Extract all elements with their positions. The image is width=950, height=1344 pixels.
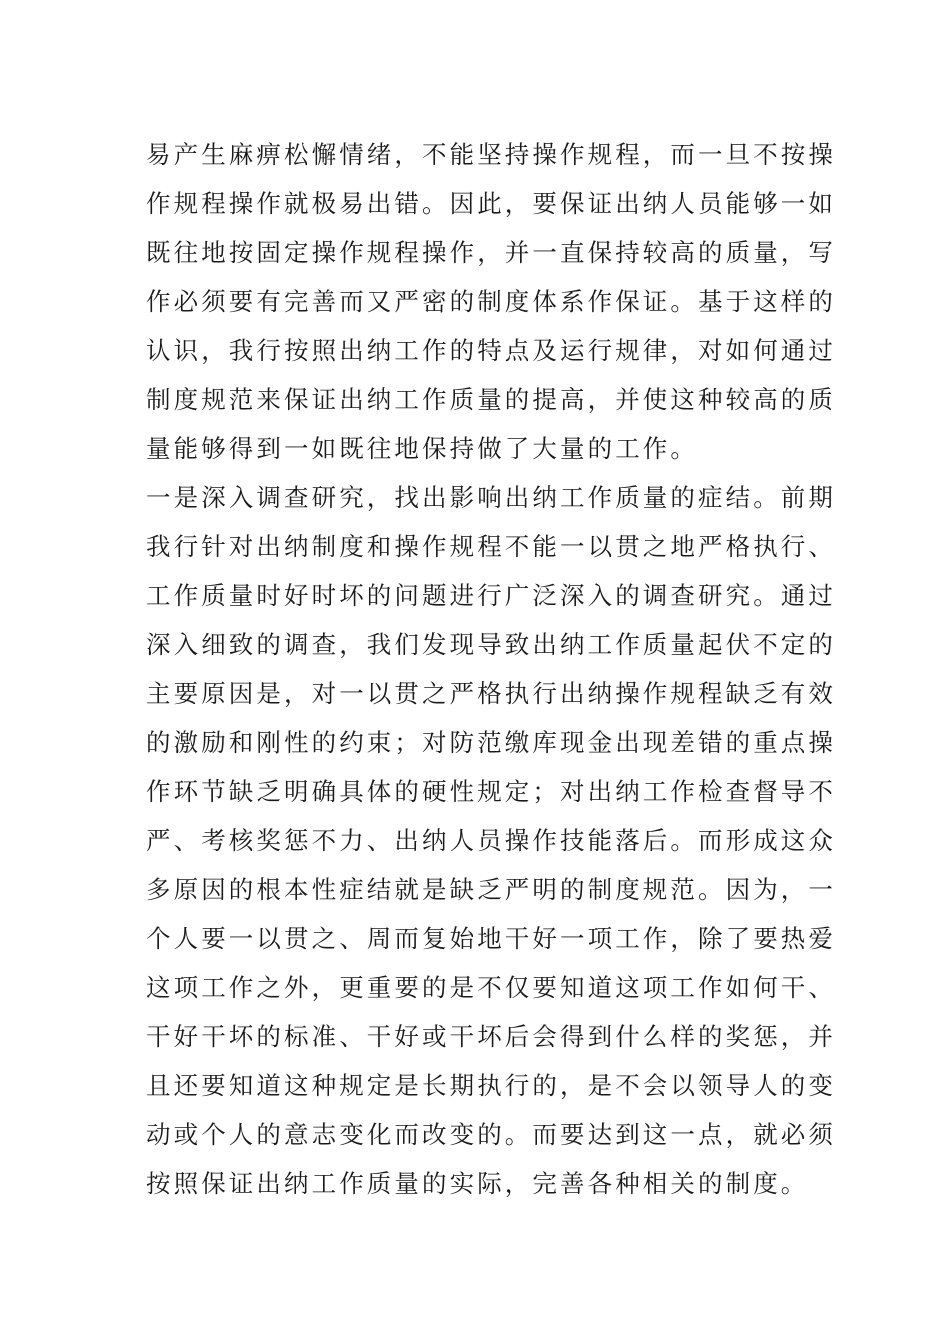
text-line: 个人要一以贯之、周而复始地干好一项工作，除了要热爱 bbox=[146, 924, 836, 953]
text-line: 干好干坏的标准、干好或干坏后会得到什么样的奖惩，并 bbox=[146, 1022, 836, 1051]
document-body bbox=[146, 130, 836, 1208]
text-line: 作必须要有完善而又严密的制度体系作保证。基于这样的 bbox=[146, 287, 836, 316]
text-line: 这项工作之外，更重要的是不仅要知道这项工作如何干、 bbox=[146, 973, 836, 1002]
text-line: 严、考核奖惩不力、出纳人员操作技能落后。而形成这众 bbox=[146, 826, 836, 855]
text-line: 易产生麻痹松懈情绪，不能坚持操作规程，而一旦不按操 bbox=[146, 140, 836, 169]
paragraph-1 bbox=[146, 130, 836, 473]
text-line: 制度规范来保证出纳工作质量的提高，并使这种较高的质 bbox=[146, 385, 836, 414]
text-line: 工作质量时好时坏的问题进行广泛深入的调查研究。通过 bbox=[146, 581, 836, 610]
paragraph-2 bbox=[146, 473, 836, 1208]
text-line: 的激励和刚性的约束；对防范缴库现金出现差错的重点操 bbox=[146, 728, 836, 757]
text-line: 按照保证出纳工作质量的实际，完善各种相关的制度。 bbox=[146, 1169, 809, 1198]
text-line: 量能够得到一如既往地保持做了大量的工作。 bbox=[146, 434, 698, 463]
text-line: 既往地按固定操作规程操作，并一直保持较高的质量，写 bbox=[146, 238, 836, 267]
text-line: 动或个人的意志变化而改变的。而要达到这一点，就必须 bbox=[146, 1120, 836, 1149]
text-line: 且还要知道这种规定是长期执行的，是不会以领导人的变 bbox=[146, 1071, 836, 1100]
text-line: 作规程操作就极易出错。因此，要保证出纳人员能够一如 bbox=[146, 189, 836, 218]
text-line: 深入细致的调查，我们发现导致出纳工作质量起伏不定的 bbox=[146, 630, 836, 659]
text-line: 作环节缺乏明确具体的硬性规定；对出纳工作检查督导不 bbox=[146, 777, 836, 806]
text-line: 主要原因是，对一以贯之严格执行出纳操作规程缺乏有效 bbox=[146, 679, 836, 708]
text-line: 一是深入调查研究，找出影响出纳工作质量的症结。前期 bbox=[146, 483, 836, 512]
text-line: 认识，我行按照出纳工作的特点及运行规律，对如何通过 bbox=[146, 336, 836, 365]
text-line: 多原因的根本性症结就是缺乏严明的制度规范。因为，一 bbox=[146, 875, 836, 904]
text-line: 我行针对出纳制度和操作规程不能一以贯之地严格执行、 bbox=[146, 532, 836, 561]
